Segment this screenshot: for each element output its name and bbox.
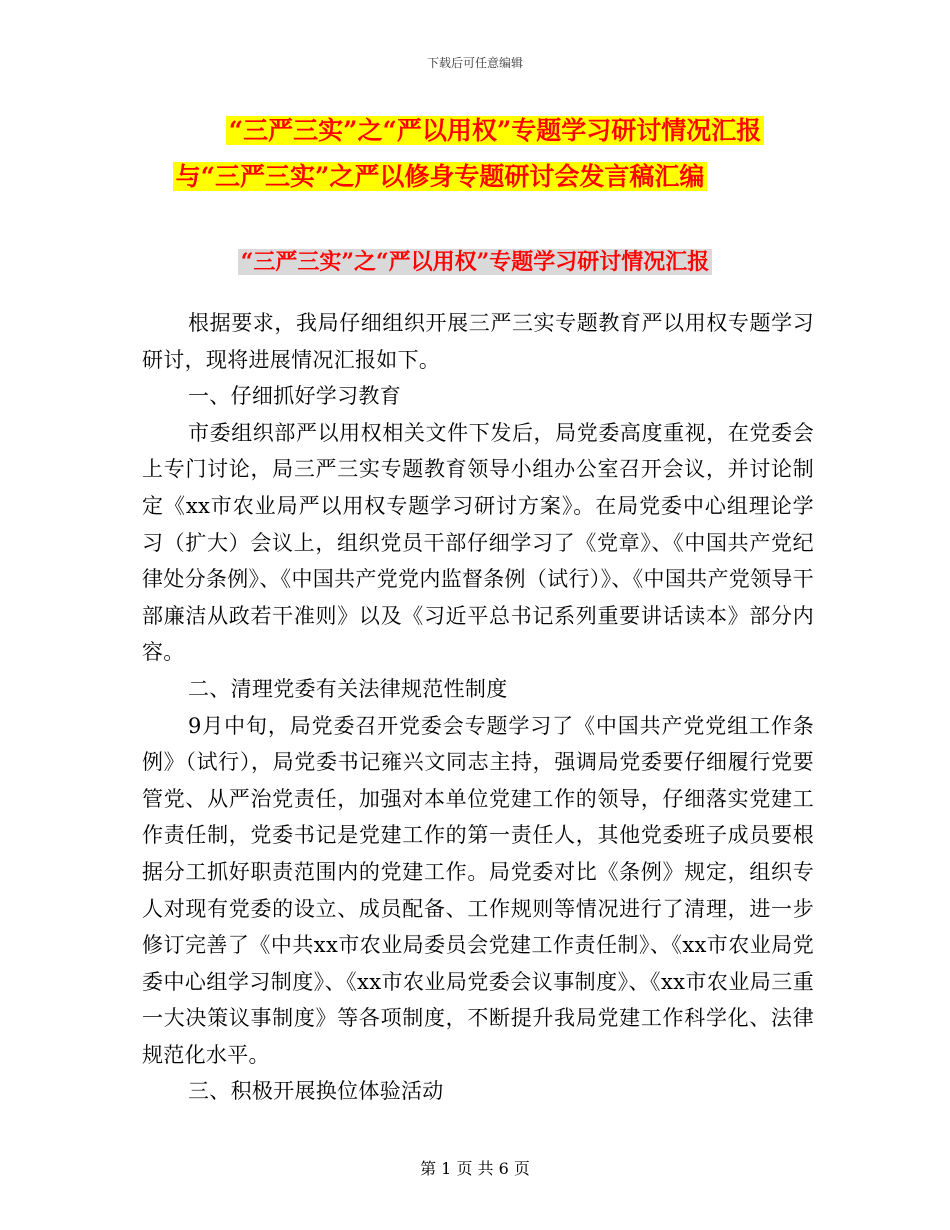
document-body bbox=[142, 305, 814, 1110]
main-title-line-2 bbox=[0, 158, 950, 196]
main-title-line-1-text: “三严三实”之“严以用权”专题学习研讨情况汇报 bbox=[226, 116, 765, 145]
heading-1: 一、仔细抓好学习教育 bbox=[188, 384, 401, 409]
paragraph-2: 9月中旬，局党委召开党委会专题学习了《中国共产党党组工作条例》（试行），局党委书记雍兴文同志主持，强调局党委要仔细履行党要管党、从严治党责任，加强对本单位党建工作的领导，仔细落实党建工作责任制，党委书记是党建工作的第一责任人，其他党委班子成员要根据分工抓好职责范围内的党建工作。局党委对比《条例》规定，组织专人对现有党委的设立、成员配备、工作规则等情况进行了清理，进一步修订完善了《中共xx市农业局委员会党建工作责任制》、《xx市农业局党委中心组学习制度》、《xx市农业局党委会议事制度》、《xx市农业局三重一大决策议事制度》等各项制度，不断提升我局党建工作科学化、法律规范化水平。 bbox=[142, 713, 814, 1067]
paragraph-1: 市委组织部严以用权相关文件下发后，局党委高度重视，在党委会上专门讨论，局三严三实专题教育领导小组办公室召开会议，并讨论制定《xx市农业局严以用权专题学习研讨方案》。在局党委中心组理论学习（扩大）会议上，组织党员干部仔细学习了《党章》、《中国共产党纪律处分条例》、《中国共产党党内监督条例（试行）》、《中国共产党领导干部廉洁从政若干准则》以及《习近平总书记系列重要讲话读本》部分内容。 bbox=[142, 420, 814, 665]
intro-paragraph: 根据要求，我局仔细组织开展三严三实专题教育严以用权专题学习研讨，现将进展情况汇报如下。 bbox=[142, 311, 814, 372]
section-title-text: “三严三实”之“严以用权”专题学习研讨情况汇报 bbox=[238, 249, 713, 275]
main-title-line-2-text: 与“三严三实”之严以修身专题研讨会发言稿汇编 bbox=[173, 162, 708, 191]
main-title-line-1 bbox=[0, 112, 950, 150]
header-note: 下载后可任意编辑 bbox=[426, 56, 523, 70]
section-title bbox=[0, 245, 950, 279]
heading-2: 二、清理党委有关法律规范性制度 bbox=[188, 676, 508, 701]
heading-3: 三、积极开展换位体验活动 bbox=[188, 1079, 444, 1104]
page-number-footer: 第 1 页 共 6 页 bbox=[420, 1159, 530, 1178]
